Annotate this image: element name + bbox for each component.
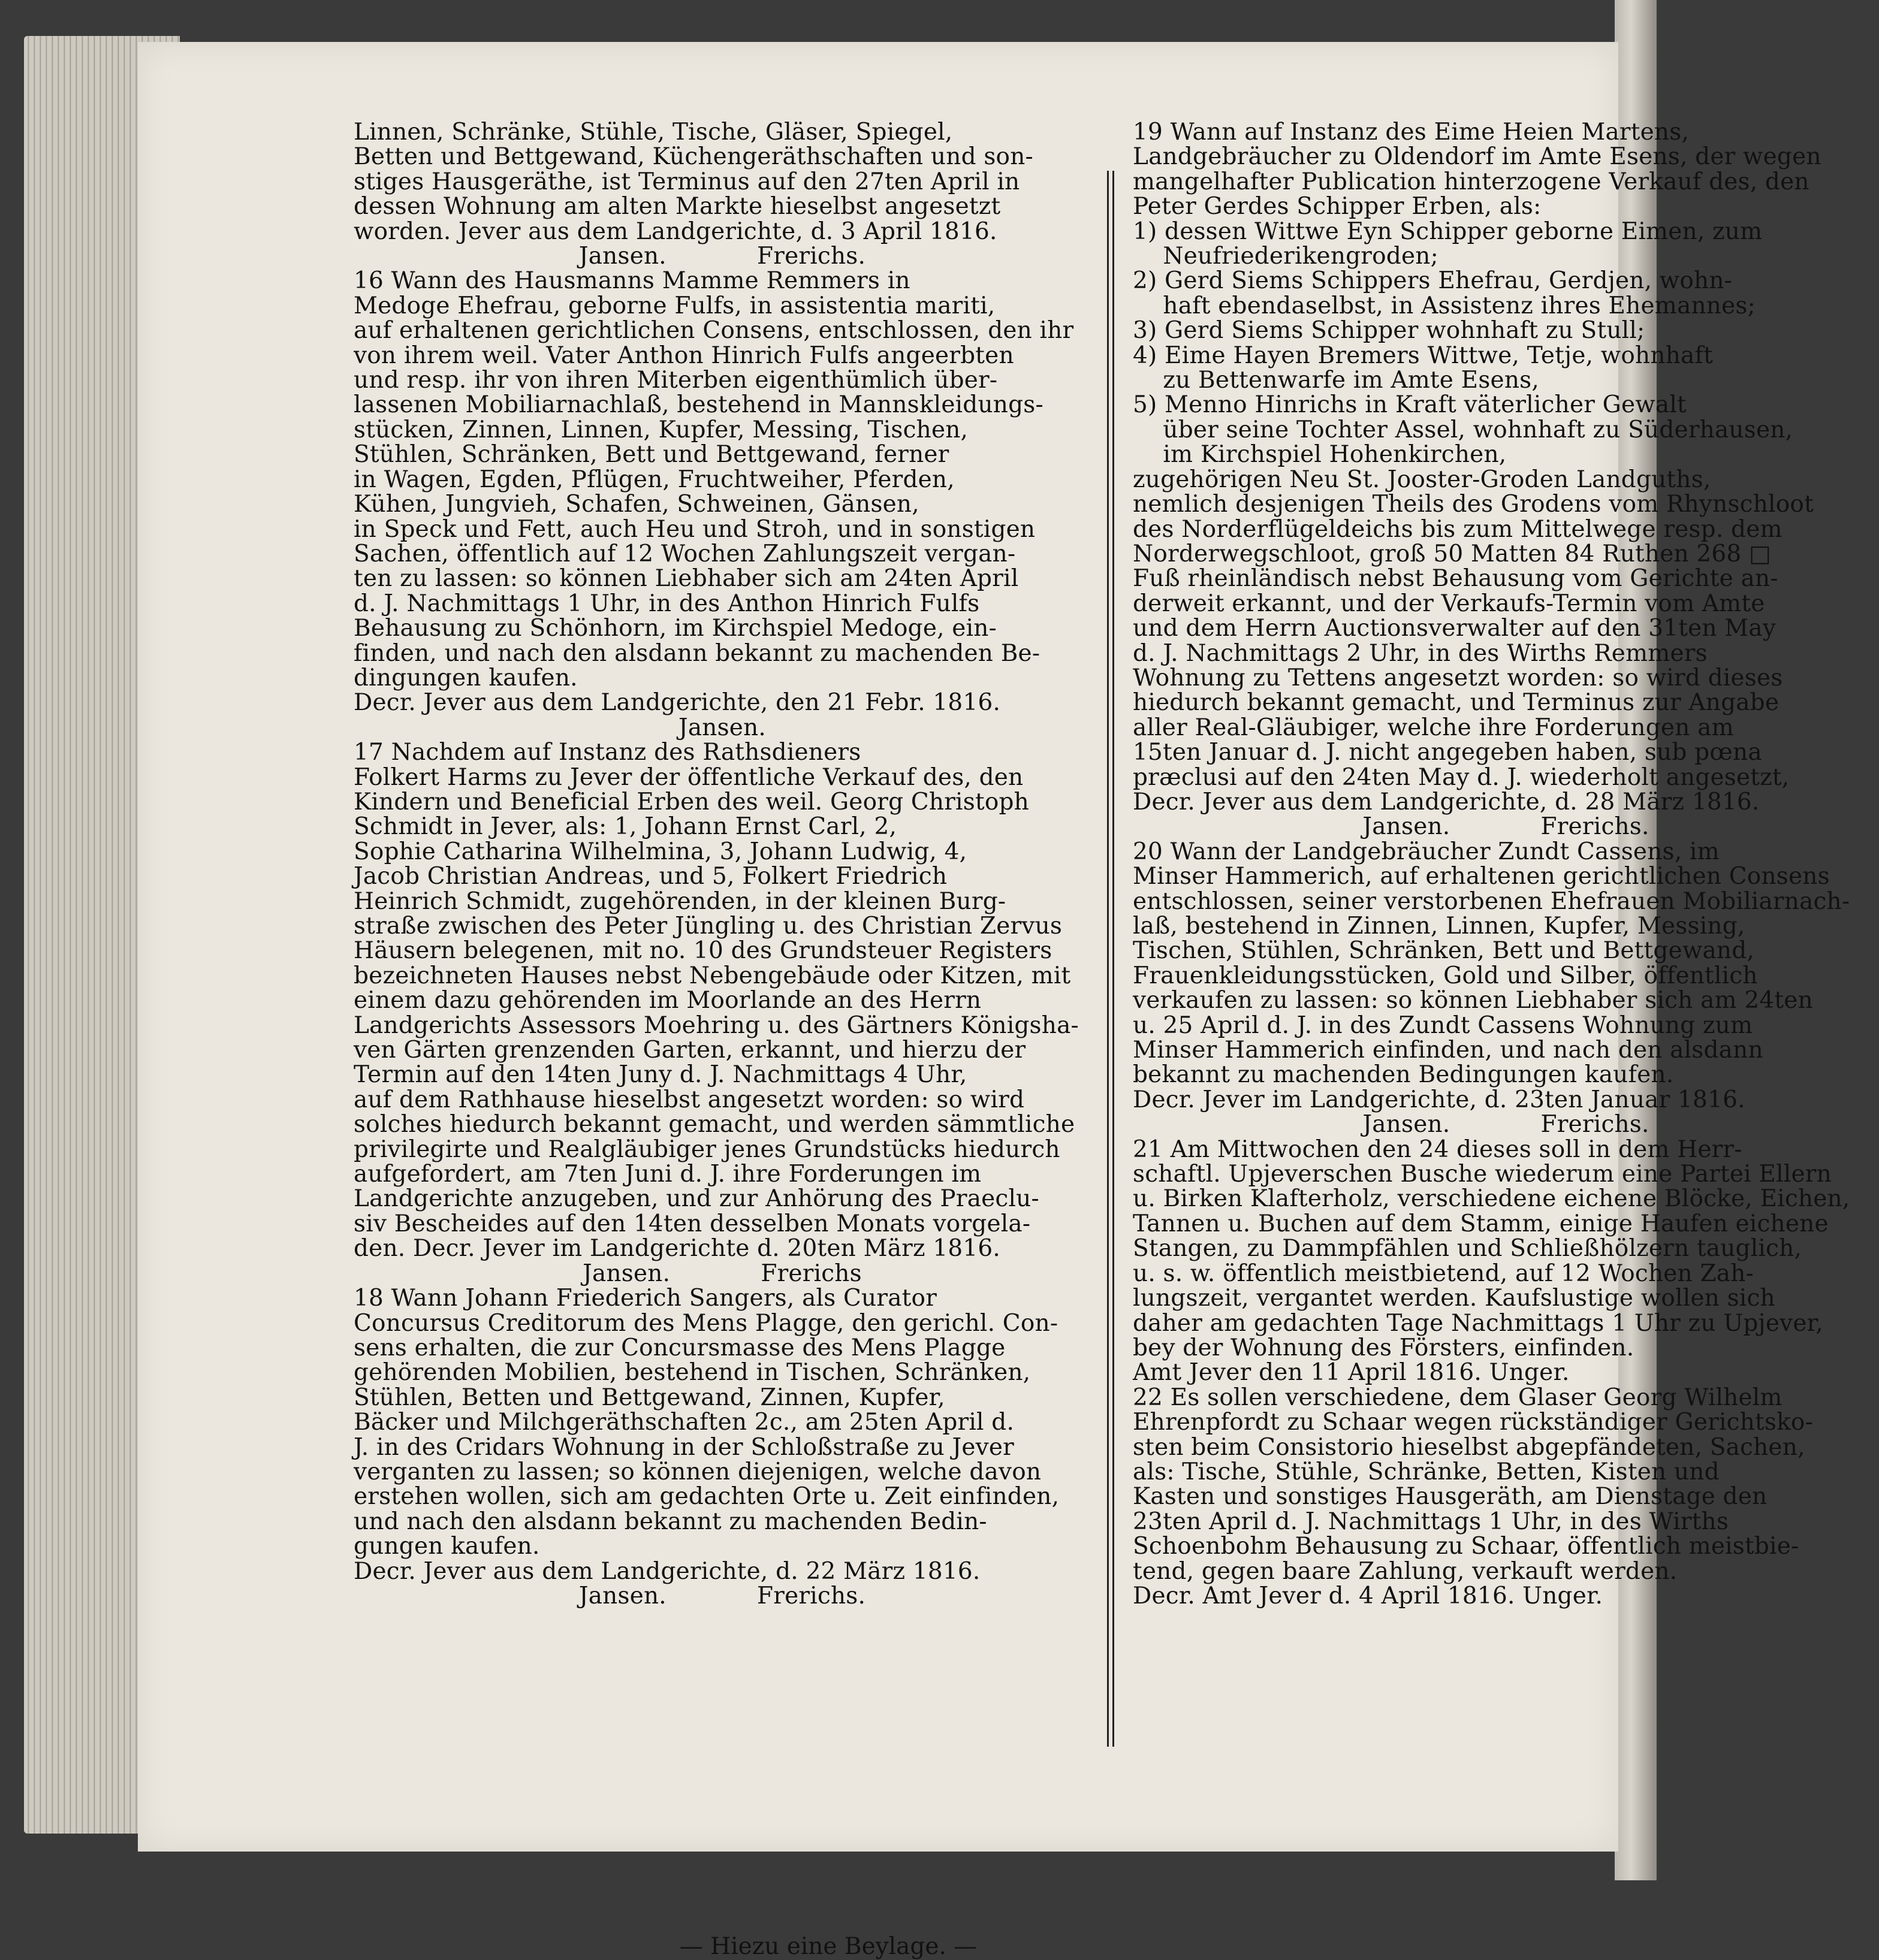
text-line: finden, und nach den alsdann bekannt zu machenden Be- (354, 639, 1040, 667)
text-line: stiges Hausgeräthe, ist Terminus auf den 27ten April in (354, 168, 1020, 195)
text-line: und resp. ihr von ihren Miterben eigenthümlich über- (354, 367, 998, 394)
text-line: 5) Menno Hinrichs in Kraft väterlicher Gewalt (1133, 391, 1687, 419)
text-line: Decr. Jever aus dem Landgerichte, den 21 Febr. 1816. (354, 689, 1001, 717)
text-line: Decr. Amt Jever d. 4 April 1816. Unger. (1133, 1582, 1603, 1609)
text-line: tend, gegen baare Zahlung, verkauft werden. (1133, 1557, 1678, 1585)
text-line: Landgebräucher zu Oldendorf im Amte Esens, der wegen (1133, 143, 1821, 171)
text-line: Kindern und Beneficial Erben des weil. Georg Christoph (354, 788, 1029, 816)
text-line: und dem Herrn Auctionsverwalter auf den 31ten May (1133, 615, 1777, 642)
text-line: Termin auf den 14ten Juny d. J. Nachmittags 4 Uhr, (354, 1061, 967, 1089)
text-line: über seine Tochter Assel, wohnhaft zu Süderhausen, (1133, 416, 1793, 443)
text-line: Tischen, Stühlen, Schränken, Bett und Bettgewand, (1133, 937, 1754, 965)
text-line: in Wagen, Egden, Pflügen, Fruchtweiher, Pferden, (354, 466, 955, 493)
text-line: Jansen. (678, 714, 766, 741)
text-line: d. J. Nachmittags 1 Uhr, in des Anthon Hinrich Fulfs (354, 590, 980, 617)
text-line: bezeichneten Hauses nebst Nebengebäude oder Kitzen, mit (354, 962, 1071, 989)
text-line: erstehen wollen, sich am gedachten Orte u. Zeit einfinden, (354, 1483, 1060, 1511)
text-line: dingungen kaufen. (354, 664, 578, 691)
text-line: sten beim Consistorio hieselbst abgepfändeten, Sachen, (1133, 1433, 1805, 1461)
text-line: Decr. Jever im Landgerichte, d. 23ten Januar 1816. (1133, 1086, 1745, 1113)
text-line: entschlossen, seiner verstorbenen Ehefrauen Mobiliarnach- (1133, 887, 1850, 915)
text-line: Decr. Jever aus dem Landgerichte, d. 22 März 1816. (354, 1557, 981, 1585)
text-line: schaftl. Upjeverschen Busche wiederum eine Partei Ellern (1133, 1161, 1832, 1188)
text-line: Wohnung zu Tettens angesetzt worden: so wird dieses (1133, 664, 1783, 691)
text-line: ven Gärten grenzenden Garten, erkannt, und hierzu der (354, 1037, 1026, 1064)
text-line: solches hiedurch bekannt gemacht, und werden sämmtliche (354, 1111, 1075, 1138)
text-line: Jansen. Frerichs. (1362, 813, 1649, 841)
text-line: einem dazu gehörenden im Moorlande an des Herrn (354, 987, 982, 1014)
column-divider (1107, 171, 1109, 1747)
text-line: Jansen. Frerichs (583, 1260, 862, 1287)
text-line: Minser Hammerich einfinden, und nach den alsdann (1133, 1037, 1763, 1064)
text-line: Linnen, Schränke, Stühle, Tische, Gläser, Spiegel, (354, 119, 953, 146)
text-line: Jansen. Frerichs. (578, 243, 866, 270)
text-line: hiedurch bekannt gemacht, und Terminus zur Angabe (1133, 689, 1780, 717)
text-line: Heinrich Schmidt, zugehörenden, in der kleinen Burg- (354, 887, 1006, 915)
text-line: des Norderflügeldeichs bis zum Mittelwege resp. dem (1133, 515, 1783, 543)
text-line: præclusi auf den 24ten May d. J. wiederholt angesetzt, (1133, 763, 1790, 791)
text-line: Schoenbohm Behausung zu Schaar, öffentlich meistbie- (1133, 1533, 1799, 1560)
text-line: Folkert Harms zu Jever der öffentliche Verkauf des, den (354, 763, 1024, 791)
text-line: siv Bescheides auf den 14ten desselben Monats vorgela- (354, 1210, 1031, 1237)
text-line: in Speck und Fett, auch Heu und Stroh, und in sonstigen (354, 515, 1036, 543)
text-line: 23ten April d. J. Nachmittags 1 Uhr, in des Wirths (1133, 1508, 1729, 1535)
text-line: Neufriederikengroden; (1133, 243, 1438, 270)
text-line: u. Birken Klafterholz, verschiedene eichene Blöcke, Eichen, (1133, 1185, 1850, 1213)
text-line: Sophie Catharina Wilhelmina, 3, Johann Ludwig, 4, (354, 838, 967, 865)
text-line: daher am gedachten Tage Nachmittags 1 Uhr zu Upjever, (1133, 1309, 1823, 1337)
text-line: 3) Gerd Siems Schipper wohnhaft zu Stull; (1133, 317, 1645, 345)
text-line: u. s. w. öffentlich meistbietend, auf 12 Wochen Zah- (1133, 1260, 1754, 1287)
footer-note: — Hiezu eine Beylage. — (679, 1933, 978, 1960)
text-line: ten zu lassen: so können Liebhaber sich am 24ten April (354, 565, 1019, 593)
text-line: Frauenkleidungsstücken, Gold und Silber, öffentlich (1133, 962, 1758, 989)
text-line: mangelhafter Publication hinterzogene Verkauf des, den (1133, 168, 1809, 195)
text-line: verkaufen zu lassen: so können Liebhaber sich am 24ten (1133, 987, 1813, 1014)
text-line: lungszeit, vergantet werden. Kaufslustige wollen sich (1133, 1285, 1775, 1312)
text-line: Ehrenpfordt zu Schaar wegen rückständiger Gerichtsko- (1133, 1409, 1813, 1436)
text-line: 21 Am Mittwochen den 24 dieses soll in dem Herr- (1133, 1135, 1742, 1163)
text-line: Landgerichts Assessors Moehring u. des Gärtners Königsha- (354, 1011, 1079, 1039)
text-line: haft ebendaselbst, in Assistenz ihres Ehemannes; (1133, 292, 1756, 319)
text-line: bekannt zu machenden Bedingungen kaufen. (1133, 1061, 1674, 1089)
text-line: Stühlen, Betten und Bettgewand, Zinnen, Kupfer, (354, 1384, 945, 1411)
right-column (1133, 120, 1879, 1608)
text-line: Stühlen, Schränken, Bett und Bettgewand, ferner (354, 441, 949, 469)
text-line: Jansen. Frerichs. (1362, 1111, 1649, 1138)
text-line: Behausung zu Schönhorn, im Kirchspiel Medoge, ein- (354, 615, 997, 642)
text-line: Decr. Jever aus dem Landgerichte, d. 28 März 1816. (1133, 788, 1760, 816)
text-line: 19 Wann auf Instanz des Eime Heien Martens, (1133, 119, 1690, 146)
text-line: Medoge Ehefrau, geborne Fulfs, in assistentia mariti, (354, 292, 996, 319)
text-line: derweit erkannt, und der Verkaufs-Termin vom Amte (1133, 590, 1765, 617)
text-line: 1) dessen Wittwe Eyn Schipper geborne Eimen, zum (1133, 218, 1763, 245)
text-line: 4) Eime Hayen Bremers Wittwe, Tetje, wohnhaft (1133, 342, 1713, 369)
text-line: worden. Jever aus dem Landgerichte, d. 3 April 1816. (354, 218, 997, 245)
text-line: aufgefordert, am 7ten Juni d. J. ihre Forderungen im (354, 1161, 982, 1188)
text-line: zugehörigen Neu St. Jooster-Groden Landguths, (1133, 466, 1711, 493)
text-line: Concursus Creditorum des Mens Plagge, den gerichl. Con- (354, 1309, 1058, 1337)
text-line: laß, bestehend in Zinnen, Linnen, Kupfer, Messing, (1133, 913, 1745, 940)
text-line: 15ten Januar d. J. nicht angegeben haben, sub pœna (1133, 739, 1762, 766)
text-line: d. J. Nachmittags 2 Uhr, in des Wirths Remmers (1133, 639, 1708, 667)
text-line: und nach den alsdann bekannt zu machenden Bedin- (354, 1508, 987, 1535)
newspaper-page (138, 42, 1850, 1852)
text-line: auf dem Rathhause hieselbst angesetzt worden: so wird (354, 1086, 1025, 1113)
text-line: Minser Hammerich, auf erhaltenen gerichtlichen Consens (1133, 863, 1830, 890)
text-line: Schmidt in Jever, als: 1, Johann Ernst Carl, 2, (354, 813, 897, 841)
text-line: Amt Jever den 11 April 1816. Unger. (1133, 1359, 1570, 1387)
text-line: von ihrem weil. Vater Anthon Hinrich Fulfs angeerbten (354, 342, 1014, 369)
text-line: Häusern belegenen, mit no. 10 des Grundsteuer Registers (354, 937, 1052, 965)
text-line: Landgerichte anzugeben, und zur Anhörung des Praeclu- (354, 1185, 1039, 1213)
text-line: stücken, Zinnen, Linnen, Kupfer, Messing, Tischen, (354, 416, 969, 443)
text-line: 20 Wann der Landgebräucher Zundt Cassens, im (1133, 838, 1720, 865)
text-line: bey der Wohnung des Försters, einfinden. (1133, 1334, 1634, 1361)
text-line: sens erhalten, die zur Concursmasse des Mens Plagge (354, 1334, 1006, 1361)
text-line: Jacob Christian Andreas, und 5, Folkert Friedrich (354, 863, 948, 890)
text-line: 17 Nachdem auf Instanz des Rathsdieners (354, 739, 861, 766)
text-line: 2) Gerd Siems Schippers Ehefrau, Gerdjen, wohn- (1133, 267, 1733, 295)
text-line: nemlich desjenigen Theils des Grodens vom Rhynschloot (1133, 491, 1814, 518)
text-line: privilegirte und Realgläubiger jenes Grundstücks hiedurch (354, 1135, 1060, 1163)
text-line: Tannen u. Buchen auf dem Stamm, einige Haufen eichene (1133, 1210, 1829, 1237)
text-line: Bäcker und Milchgeräthschaften 2c., am 25ten April d. (354, 1409, 1015, 1436)
text-line: verganten zu lassen; so können diejenigen, welche davon (354, 1458, 1042, 1485)
text-line: Stangen, zu Dammpfählen und Schließhölzern tauglich, (1133, 1235, 1802, 1263)
text-line: Kühen, Jungvieh, Schafen, Schweinen, Gänsen, (354, 491, 919, 518)
text-line: als: Tische, Stühle, Schränke, Betten, Kisten und (1133, 1458, 1720, 1485)
text-line: den. Decr. Jever im Landgerichte d. 20ten März 1816. (354, 1235, 1000, 1263)
text-line: Peter Gerdes Schipper Erben, als: (1133, 193, 1542, 221)
text-line: Norderwegschloot, groß 50 Matten 84 Ruthen 268 □ (1133, 540, 1772, 567)
text-line: lassenen Mobiliarnachlaß, bestehend in Mannskleidungs- (354, 391, 1043, 419)
text-line: gungen kaufen. (354, 1533, 540, 1560)
text-line: 16 Wann des Hausmanns Mamme Remmers in (354, 267, 910, 295)
text-line: u. 25 April d. J. in des Zundt Cassens Wohnung zum (1133, 1011, 1753, 1039)
text-line: dessen Wohnung am alten Markte hieselbst angesetzt (354, 193, 1001, 221)
text-line: Jansen. Frerichs. (578, 1582, 866, 1609)
text-line: gehörenden Mobilien, bestehend in Tischen, Schränken, (354, 1359, 1031, 1387)
text-line: auf erhaltenen gerichtlichen Consens, entschlossen, den ihr (354, 317, 1074, 345)
text-line: Kasten und sonstiges Hausgeräth, am Dienstage den (1133, 1483, 1768, 1511)
text-line: zu Bettenwarfe im Amte Esens, (1133, 367, 1539, 394)
text-line: Fuß rheinländisch nebst Behausung vom Gerichte an- (1133, 565, 1778, 593)
left-column (354, 120, 1091, 1608)
text-line: straße zwischen des Peter Jüngling u. des Christian Zervus (354, 913, 1063, 940)
text-line: im Kirchspiel Hohenkirchen, (1133, 441, 1507, 469)
text-line: Betten und Bettgewand, Küchengeräthschaften und son- (354, 143, 1033, 171)
text-line: 22 Es sollen verschiedene, dem Glaser Georg Wilhelm (1133, 1384, 1783, 1411)
text-line: 18 Wann Johann Friederich Sangers, als Curator (354, 1285, 937, 1312)
text-line: Sachen, öffentlich auf 12 Wochen Zahlungszeit vergan- (354, 540, 1016, 567)
text-line: J. in des Cridars Wohnung in der Schloßstraße zu Jever (354, 1433, 1015, 1461)
text-line: aller Real-Gläubiger, welche ihre Forderungen am (1133, 714, 1734, 741)
